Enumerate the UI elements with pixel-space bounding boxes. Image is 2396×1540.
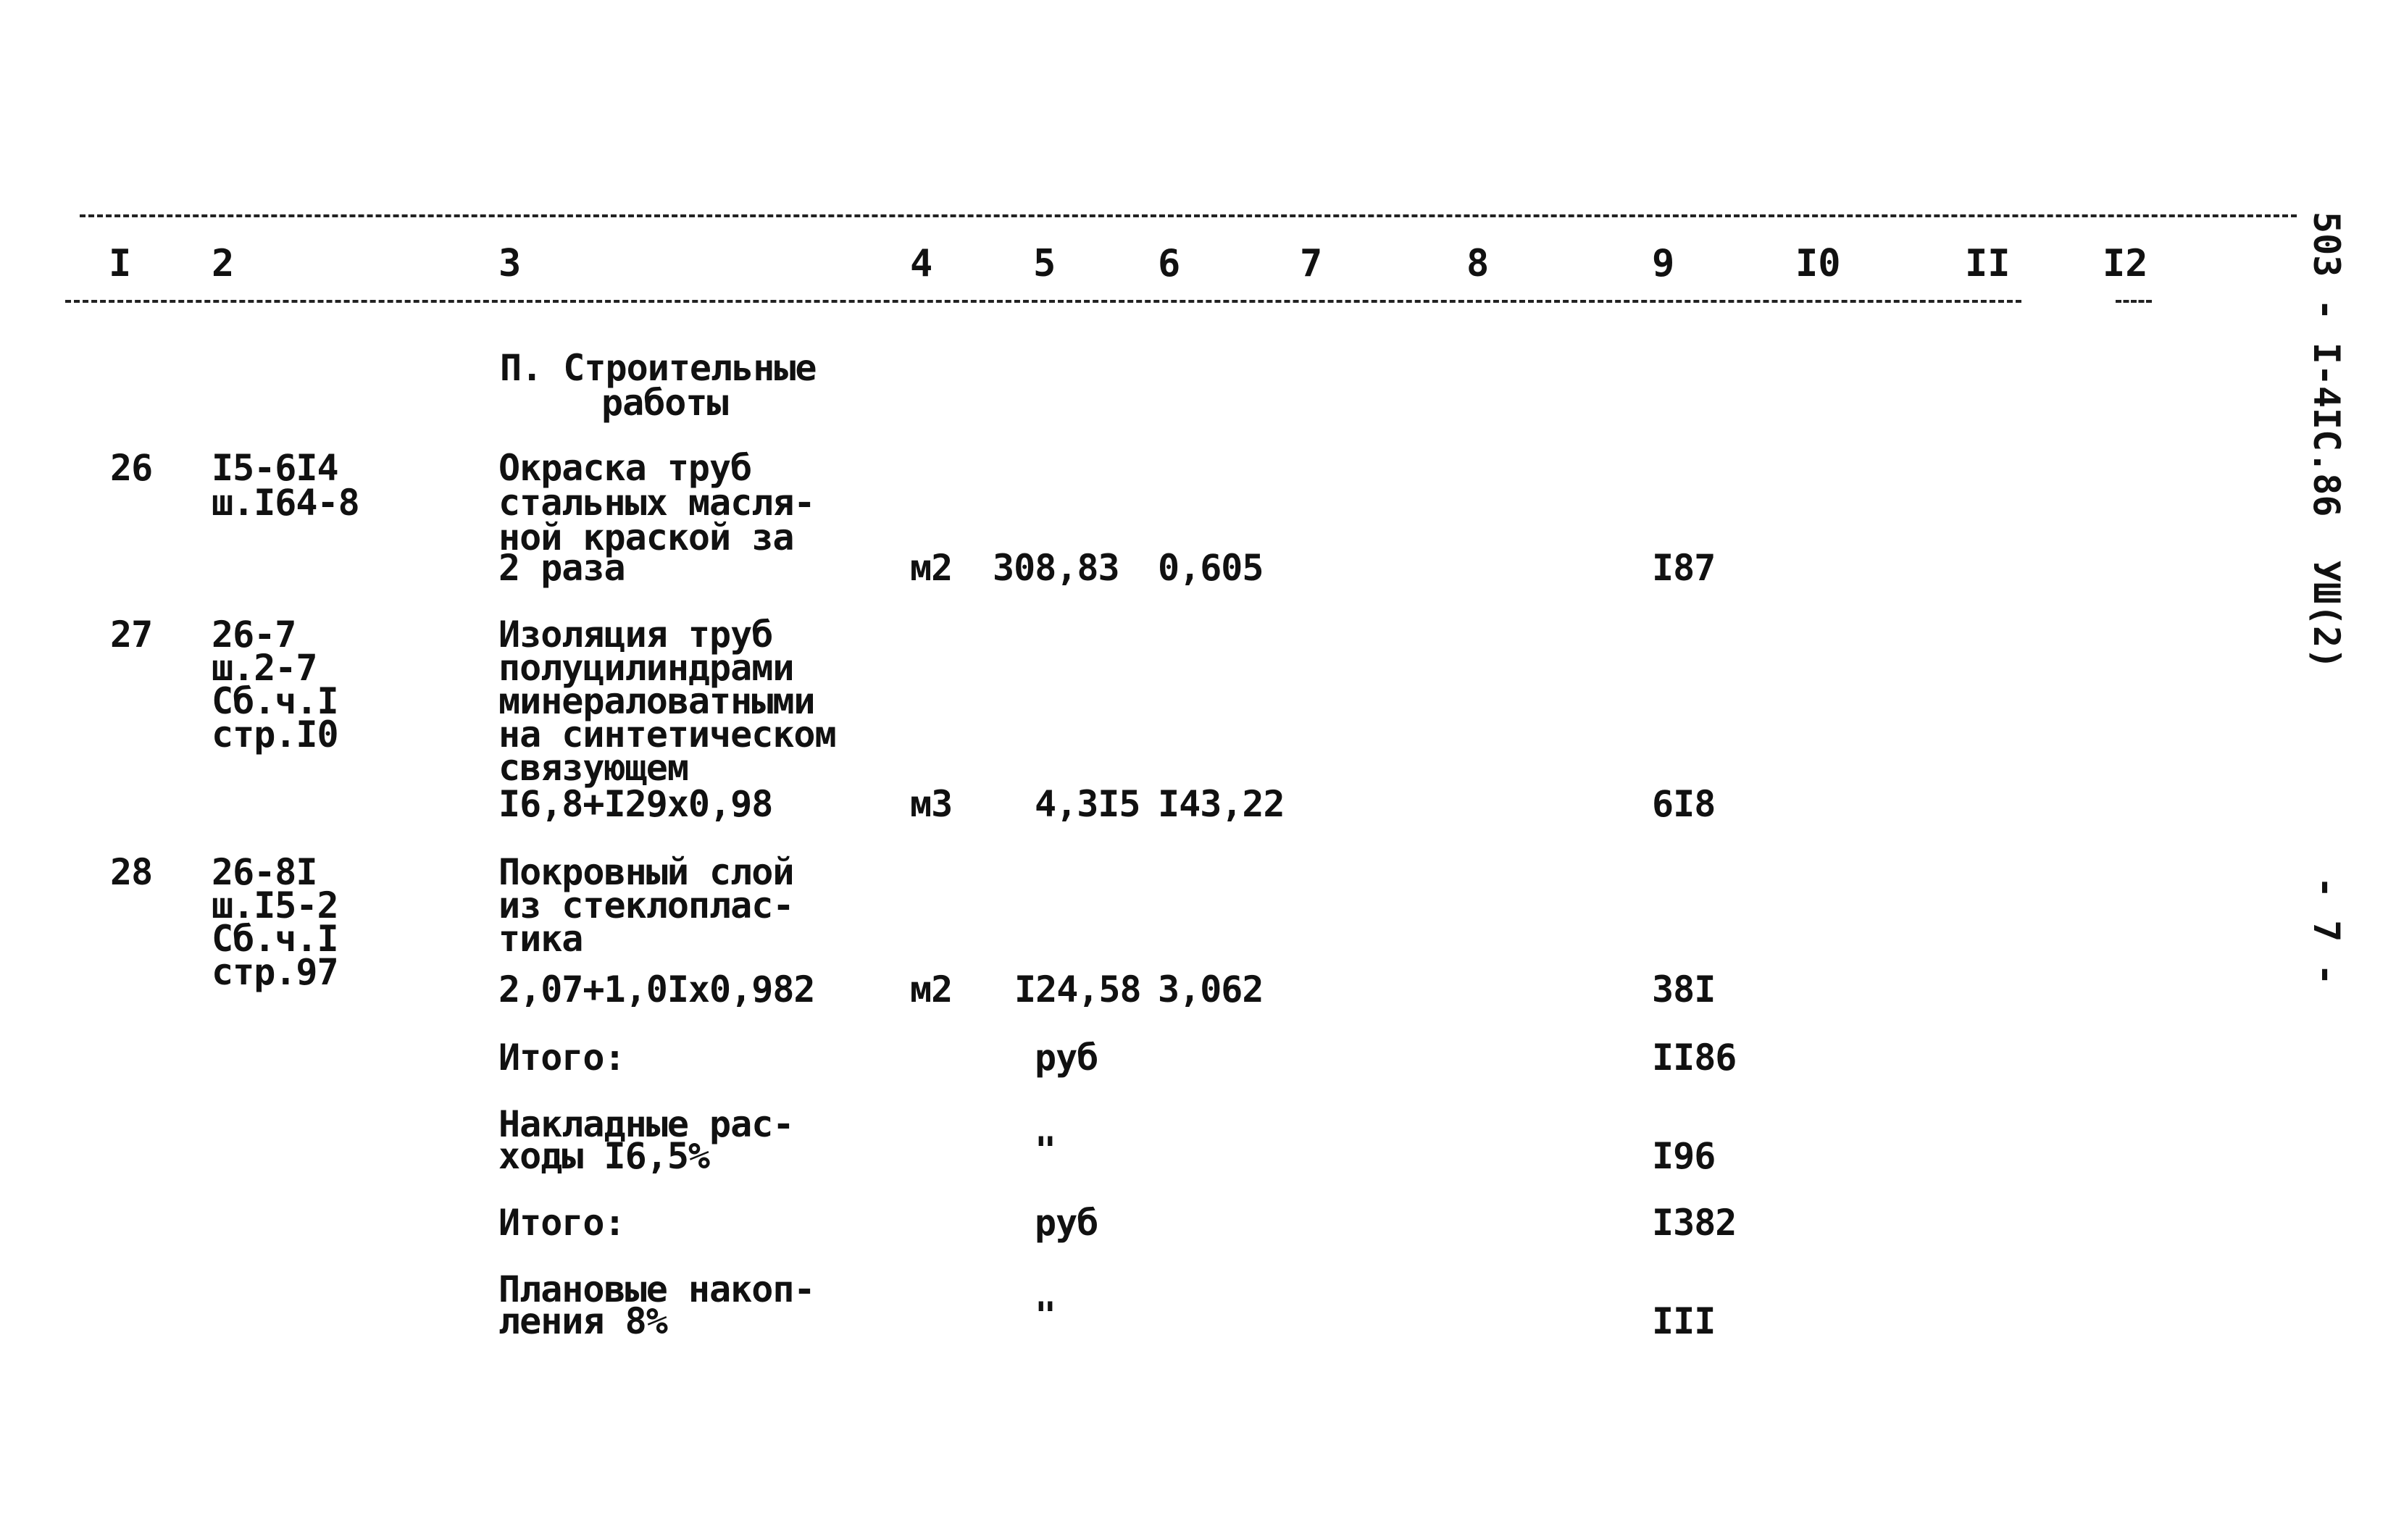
summary-unit: " (1035, 1129, 1056, 1171)
row-number: 28 (110, 851, 153, 893)
row-code-line: I5-6I4 (212, 447, 338, 489)
row-description-line: на синтетическом (498, 713, 836, 756)
column-header-11: II (1965, 242, 2011, 285)
row-description-line: Окраска труб (498, 447, 752, 489)
row-code-line: 26-7 (212, 614, 296, 656)
summary-label: Итого: (498, 1037, 625, 1079)
row-code-line: ш.2-7 (212, 647, 317, 689)
summary-label: ходы I6,5% (498, 1135, 710, 1177)
row-quantity: 308,83 (993, 547, 1119, 589)
row-unit-price: 3,062 (1158, 968, 1264, 1010)
row-total: 6I8 (1652, 783, 1716, 825)
summary-label: Накладные рас- (498, 1103, 794, 1145)
summary-unit: " (1035, 1294, 1056, 1336)
summary-total: I382 (1652, 1202, 1737, 1244)
row-code-line: стр.97 (212, 951, 338, 993)
column-header-5: 5 (1033, 242, 1056, 285)
document-code: 503 - I-4IC.86 УШ(2) (2305, 212, 2347, 670)
row-description-line: Изоляция труб (498, 614, 773, 656)
row-total: I87 (1652, 547, 1716, 589)
column-header-2: 2 (212, 242, 235, 285)
row-description-line: стальных масля- (498, 482, 815, 524)
summary-unit: руб (1035, 1037, 1098, 1079)
section-title-line-1: П. Строительные (500, 347, 817, 389)
row-unit: м2 (910, 968, 953, 1010)
row-description-line: 2 раза (498, 547, 625, 589)
row-unit-price: 0,605 (1158, 547, 1264, 589)
row-code-line: 26-8I (212, 851, 317, 893)
summary-unit: руб (1035, 1202, 1098, 1244)
row-code-line: ш.I5-2 (212, 884, 338, 926)
row-number: 26 (110, 447, 153, 489)
row-number: 27 (110, 614, 153, 656)
page-number: - 7 - (2305, 876, 2347, 986)
column-header-6: 6 (1158, 242, 1181, 285)
summary-label: Плановые накоп- (498, 1268, 815, 1310)
row-code-line: стр.I0 (212, 713, 338, 756)
header-bottom-rule-end (2116, 300, 2152, 303)
column-header-7: 7 (1300, 242, 1323, 285)
column-header-9: 9 (1652, 242, 1675, 285)
row-quantity: 4,3I5 (1035, 783, 1140, 825)
row-unit: м3 (910, 783, 953, 825)
row-quantity: I24,58 (1014, 968, 1141, 1010)
summary-label: ления 8% (498, 1300, 667, 1342)
row-code-line: Сб.ч.I (212, 680, 338, 722)
row-description-line: связующем (498, 747, 688, 789)
row-unit-price: I43,22 (1158, 783, 1285, 825)
column-header-12: I2 (2103, 242, 2148, 285)
row-description-line: 2,07+1,0Ix0,982 (498, 968, 815, 1010)
row-code-line: Сб.ч.I (212, 918, 338, 960)
column-header-1: I (109, 242, 132, 285)
row-description-line: из стеклоплас- (498, 884, 794, 926)
header-top-rule (80, 214, 2297, 217)
column-header-8: 8 (1466, 242, 1490, 285)
summary-label: Итого: (498, 1202, 625, 1244)
row-total: 38I (1652, 968, 1716, 1010)
summary-total: II86 (1652, 1037, 1737, 1079)
row-description-line: полуцилиндрами (498, 647, 794, 689)
row-description-line: минераловатными (498, 680, 815, 722)
section-title-line-2: работы (601, 382, 728, 424)
row-description-line: Покровный слой (498, 851, 794, 893)
summary-total: III (1652, 1300, 1716, 1342)
row-description-line: тика (498, 918, 583, 960)
column-header-10: I0 (1795, 242, 1841, 285)
row-description-line: I6,8+I29x0,98 (498, 783, 773, 825)
header-bottom-rule (65, 300, 2021, 303)
summary-total: I96 (1652, 1135, 1716, 1177)
row-description-line: ной краской за (498, 516, 794, 558)
row-unit: м2 (910, 547, 953, 589)
column-header-4: 4 (910, 242, 933, 285)
row-code-line: ш.I64-8 (212, 482, 359, 524)
column-header-3: 3 (498, 242, 522, 285)
